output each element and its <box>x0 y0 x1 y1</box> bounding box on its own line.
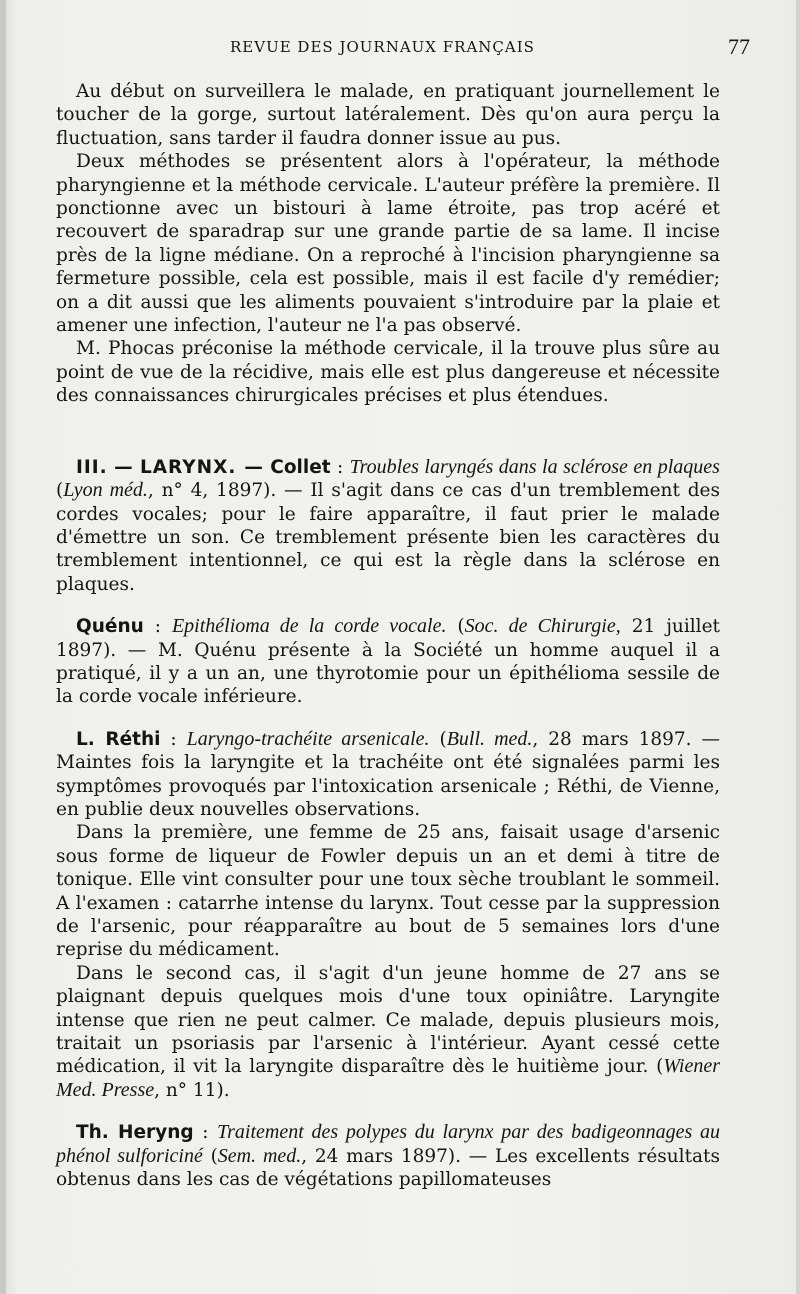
article-title: Traitement des polypes du larynx par des badigeonnages au phénol sulforiciné <box>56 1121 721 1167</box>
separator: : <box>193 1122 218 1144</box>
citation: , n° 11). <box>154 1079 230 1101</box>
abstract-text: M. Quénu présente à la Société un homme auquel il a pratiqué, il y a un an, une thyrotomie pour un épithélioma sessile de la corde vocale inférieure. <box>56 639 720 708</box>
separator: : <box>143 616 172 638</box>
section-dash-after: . — <box>228 456 264 478</box>
abstract-text: Il s'agit dans ce cas d'un tremblement des cordes vocales; pour le faire apparaître, il faut prier le malade d'émettre un son. Ce tremblement présente bien les caractères du tremblement intentionnel, ce qui est la règle dans la sclérose en plaques. <box>56 480 720 595</box>
abstract-text: Les excellents résultats obtenus dans les cas de végétations papillomateuses <box>56 1145 720 1191</box>
article-title: Epithélioma de la corde vocale. <box>171 615 447 638</box>
journal-name: Wiener Med. Presse <box>56 1055 720 1101</box>
paren-open: ( <box>56 480 64 502</box>
journal-name: Bull. med. <box>446 727 533 750</box>
section-title: LARYNX <box>139 456 229 478</box>
abstract-text: Maintes fois la laryngite et la trachéite ont été signalées parmi les symptômes provoqués par l'intoxication arsenicale ; Réthi, de Vienne, en publie deux nouvelles observations. <box>56 752 720 820</box>
paragraph-surgical-methods: Deux méthodes se présentent alors à l'opérateur, la méthode pharyngienne et la méthode cervicale. L'auteur préfère la première. Il ponctionne avec un bistouri à lame étroite, pas trop acéré et recouvert de sparadrap sur une grande partie de sa lame. Il incise près de la ligne médiane. On a reproché à l'incision pharyngienne sa fermeture possible, cela est possible, mais il est facile d'y remédier; on a dit aussi que les aliments pouvaient s'introduire par la plaie et amener une infection, l'auteur ne l'a pas observé. <box>56 151 720 337</box>
paragraph-phocas-opinion: M. Phocas préconise la méthode cervicale, il la trouve plus sûre au point de vue de la récidive, mais elle est plus dangereuse et nécessite des connaissances chirurgicales précises et plus étendues. <box>56 338 720 407</box>
section-dash: — <box>114 456 134 478</box>
page-right-edge-shadow <box>796 0 800 1294</box>
separator: : <box>330 456 350 478</box>
rethi-first-case: Dans la première, une femme de 25 ans, faisait usage d'arsenic sous forme de liqueur de Fowler depuis un an et demi à titre de tonique. Elle vint consulter pour une toux sèche troublant le sommeil. A l'examen : catarrhe intense du larynx. Tout cesse par la suppression de l'arsenic, pour réapparaître au bout de 5 semaines lors d'une reprise du médicament. <box>56 822 720 961</box>
journal-name: Lyon méd. <box>63 479 148 502</box>
author-name: Collet <box>270 456 331 478</box>
author-name: Quénu <box>76 616 144 638</box>
journal-name: Sem. med. <box>217 1144 302 1167</box>
entry-spacer <box>56 1102 720 1121</box>
paren-open: ( <box>202 1145 218 1167</box>
citation: , n° 4, 1897). — <box>147 480 311 502</box>
entry-spacer <box>56 596 720 615</box>
section-number: III. <box>76 456 108 478</box>
running-head: REVUE DES JOURNAUX FRANÇAIS <box>230 38 535 56</box>
page-header <box>230 34 750 62</box>
entry-quenu <box>56 615 720 709</box>
paren-open: ( <box>446 616 465 638</box>
article-title: Laryngo-trachéite arsenicale. <box>186 727 430 750</box>
entry-rethi <box>56 728 720 822</box>
page-left-edge-shadow <box>0 0 6 1294</box>
article-title: Troubles laryngés dans la sclérose en plaques <box>349 455 720 478</box>
journal-name: Soc. de Chirurgie, <box>464 615 621 638</box>
paren-open: ( <box>429 728 447 750</box>
article-body <box>56 80 720 1191</box>
separator: : <box>160 728 187 750</box>
page-number: 77 <box>728 34 750 59</box>
entry-spacer <box>56 709 720 728</box>
paragraph-abscess-monitoring: Au début on surveillera le malade, en pratiquant journellement le toucher de la gorge, surtout latéralement. Dès qu'on aura perçu la fluctuation, sans tarder il faudra donner issue au pus. <box>56 81 720 149</box>
entry-collet <box>56 456 720 596</box>
rethi-second-case <box>56 962 720 1102</box>
citation: , 28 mars 1897. — <box>532 728 720 750</box>
case-text: Dans le second cas, il s'agit d'un jeune homme de 27 ans se plaignant depuis quelques mois d'une toux opiniâtre. Laryngite intense que rien ne peut calmer. Ce malade, depuis plusieurs mois, traitait un psoriasis par l'arsenic à l'intérieur. Ayant cessé cette médication, il vit la laryngite disparaître dès le huitième jour. ( <box>56 962 720 1078</box>
author-name: L. Réthi <box>76 728 161 750</box>
citation: , 24 mars 1897). — <box>301 1145 495 1167</box>
section-spacer <box>56 408 720 456</box>
citation: 21 juillet 1897). — <box>56 616 720 661</box>
entry-heryng <box>56 1121 720 1191</box>
author-name: Th. Heryng <box>76 1122 194 1144</box>
